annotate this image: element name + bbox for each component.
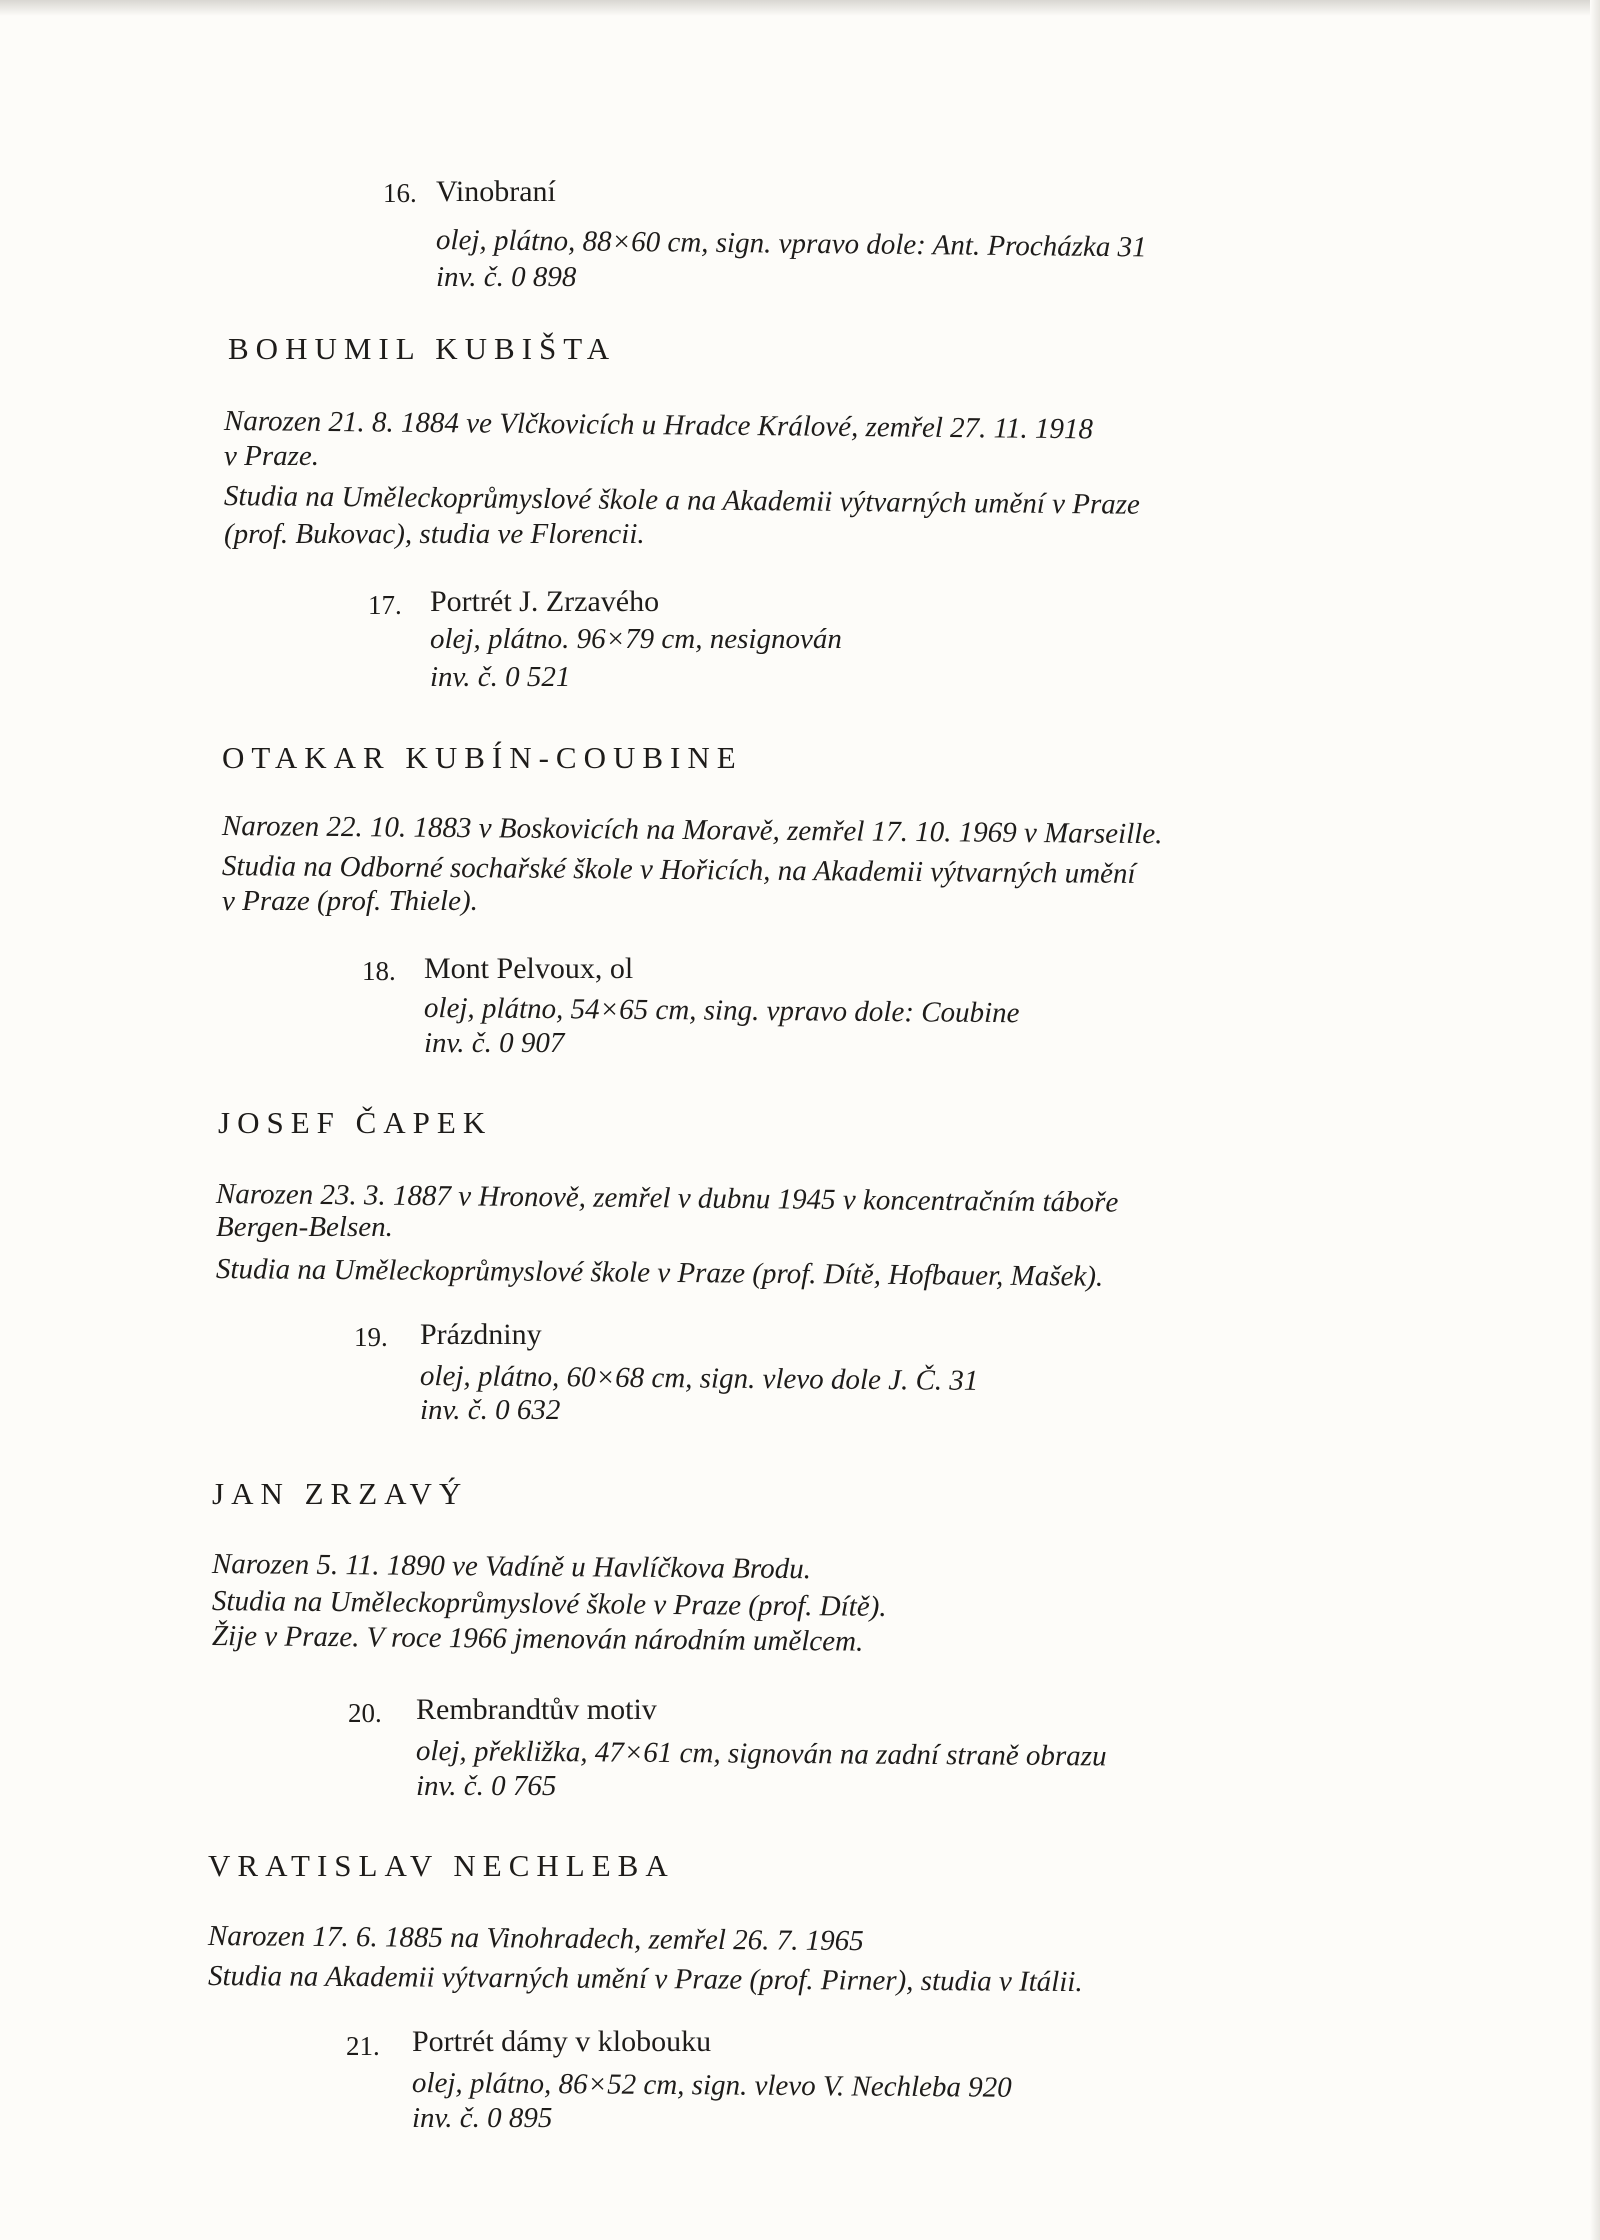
entry-number: 20. (348, 1698, 382, 1728)
entry-details: olej, plátno, 88×60 cm, sign. vpravo dole: Ant. Procházka 31 (435, 224, 1147, 264)
artist-bio-line: Studia na Odborné sochařské škole v Hořicích, na Akademii výtvarných umění (221, 850, 1136, 890)
entry-details: olej, plátno, 54×65 cm, sing. vpravo dole: Coubine (423, 992, 1020, 1030)
entry-title: Portrét J. Zrzavého (430, 585, 660, 618)
entry-details: olej, plátno. 96×79 cm, nesignován (430, 623, 842, 655)
artist-bio-line: Narozen 21. 8. 1884 ve Vlčkovicích u Hradce Králové, zemřel 27. 11. 1918 (223, 405, 1094, 446)
entry-details: olej, překližka, 47×61 cm, signován na zadní straně obrazu (415, 1735, 1107, 1773)
artist-bio-line: Studia na Uměleckoprůmyslové škole v Praze (prof. Dítě, Hofbauer, Mašek). (215, 1253, 1104, 1293)
entry-title: Prázdniny (420, 1318, 542, 1351)
artist-bio-line: Studia na Uměleckoprůmyslové škole v Praze (prof. Dítě). (211, 1585, 887, 1623)
artist-bio-line: v Praze (prof. Thiele). (222, 885, 478, 917)
artist-bio-line: Narozen 5. 11. 1890 ve Vadíně u Havlíčkova Brodu. (211, 1548, 812, 1586)
entry-number: 21. (346, 2031, 380, 2061)
artist-bio-line: Bergen-Belsen. (216, 1211, 393, 1243)
artist-name: JAN ZRZAVÝ (212, 1476, 469, 1511)
entry-number: 17. (368, 590, 402, 620)
artist-bio-line: Narozen 17. 6. 1885 na Vinohradech, zemřel 26. 7. 1965 (207, 1920, 864, 1958)
entry-title: Portrét dámy v klobouku (412, 2025, 712, 2058)
artist-bio-line: Studia na Uměleckoprůmyslové škole a na Akademii výtvarných umění v Praze (223, 480, 1141, 521)
entry-details: olej, plátno, 86×52 cm, sign. vlevo V. Nechleba 920 (411, 2067, 1012, 2104)
entry-number: 18. (362, 956, 396, 986)
entry-inventory: inv. č. 0 765 (416, 1770, 557, 1802)
artist-name: VRATISLAV NECHLEBA (208, 1848, 675, 1883)
entry-inventory: inv. č. 0 898 (436, 261, 577, 293)
artist-name: BOHUMIL KUBIŠTA (228, 331, 617, 366)
entry-details: olej, plátno, 60×68 cm, sign. vlevo dole J. Č. 31 (419, 1360, 979, 1397)
entry-number: 19. (354, 1322, 388, 1352)
artist-bio-line: Narozen 23. 3. 1887 v Hronově, zemřel v dubnu 1945 v koncentračním táboře (215, 1178, 1119, 1219)
entry-inventory: inv. č. 0 907 (424, 1027, 565, 1059)
artist-bio-line: Narozen 22. 10. 1883 v Boskovicích na Moravě, zemřel 17. 10. 1969 v Marseille. (221, 810, 1163, 851)
entry-inventory: inv. č. 0 521 (430, 661, 571, 693)
artist-bio-line: Žije v Praze. V roce 1966 jmenován národním umělcem. (211, 1620, 864, 1658)
artist-bio-line: (prof. Bukovac), studia ve Florencii. (224, 518, 645, 550)
entry-inventory: inv. č. 0 632 (420, 1394, 561, 1426)
entry-inventory: inv. č. 0 895 (412, 2102, 553, 2134)
artist-bio-line: v Praze. (224, 440, 320, 472)
entry-number: 16. (383, 178, 417, 208)
entry-title: Mont Pelvoux, ol (424, 952, 634, 985)
artist-name: OTAKAR KUBÍN-COUBINE (222, 740, 743, 775)
entry-title: Rembrandtův motiv (416, 1693, 657, 1726)
page-edge (1590, 0, 1600, 2240)
artist-name: JOSEF ČAPEK (218, 1105, 493, 1140)
artist-bio-line: Studia na Akademii výtvarných umění v Praze (prof. Pirner), studia v Itálii. (207, 1960, 1083, 1999)
page-top-shadow (0, 0, 1600, 16)
entry-title: Vinobraní (436, 175, 556, 208)
